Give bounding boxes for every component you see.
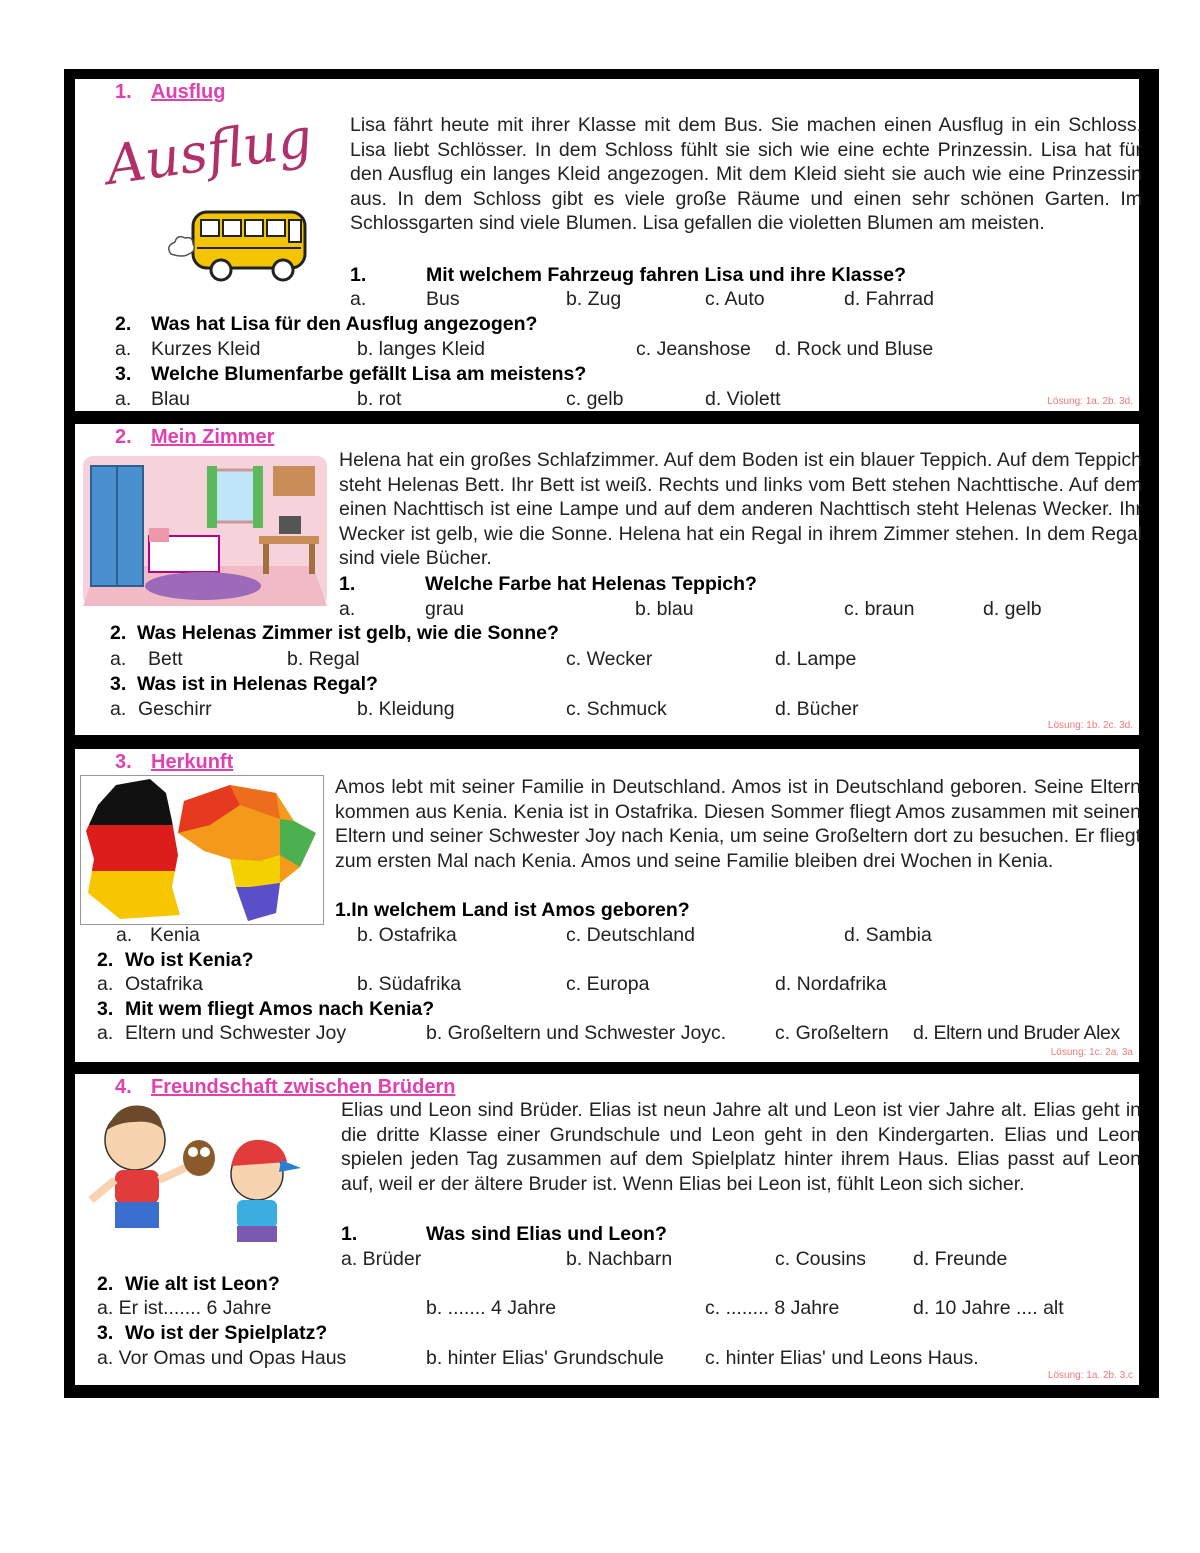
question-1-text: Welche Farbe hat Helenas Teppich? — [425, 573, 757, 595]
question-3-text: Welche Blumenfarbe gefällt Lisa am meistens? — [151, 363, 587, 385]
solution-note: Lösung: 1b. 2c. 3d. — [1047, 720, 1133, 731]
exercise-text: Lisa fährt heute mit ihrer Klasse mit dem Bus. Sie machen einen Ausflug in ein Schloss. Lisa liebt Schlösser. In dem Schloss fühlt sie sich wie eine echte Prinzessin. Lisa hat für den Ausflug ein langes Kleid angezogen. Mit dem Kleid sieht sie auch wie eine Prinzessin aus. In dem Schloss gibt es viele große Räume und einen sehr schönen Garten. Im Schlossgarten sind viele Blumen. Lisa gefallen die violetten Blumen am meisten. — [350, 114, 1142, 235]
question-3-text: Wo ist der Spielplatz? — [125, 1322, 328, 1344]
question-2-num: 2. — [115, 313, 132, 335]
exercise-box-mein-zimmer — [75, 424, 1142, 735]
question-3-num: 3. — [115, 363, 132, 385]
question-1-num: 1. — [341, 1223, 358, 1245]
question-1-text: Was sind Elias und Leon? — [426, 1223, 667, 1245]
ausflug-handwriting: Ausflug — [102, 105, 316, 197]
answer-a: Bett — [148, 648, 183, 670]
answer-a: Kenia — [150, 924, 200, 946]
exercise-box-ausflug — [75, 79, 1142, 411]
answer-c: c. Auto — [705, 288, 765, 310]
question-2-num: 2. — [110, 622, 127, 644]
answer-a: a. Er ist....... 6 Jahre — [97, 1297, 272, 1319]
worksheet-frame — [64, 69, 1159, 1398]
answer-b: b. Zug — [566, 288, 622, 310]
answer-b: b. langes Kleid — [357, 338, 485, 360]
answer-c: c. Großeltern — [775, 1022, 889, 1044]
question-1-text: Mit welchem Fahrzeug fahren Lisa und ihre Klasse? — [426, 264, 907, 286]
answer-a: Ostafrika — [125, 973, 204, 995]
answer-a: a. Vor Omas und Opas Haus — [97, 1347, 347, 1369]
answer-d: d. Nordafrika — [775, 973, 887, 995]
answer-b: b. rot — [357, 388, 402, 410]
answer-a: Blau — [151, 388, 191, 410]
brothers-illustration — [85, 1100, 321, 1250]
solution-note: Lösung: 1a. 2b. 3d. — [1047, 396, 1133, 407]
answer-a-label: a. — [97, 1022, 114, 1044]
answer-c: c. Deutschland — [566, 924, 695, 946]
solution-note: Lösung: 1c. 2a. 3a — [1050, 1047, 1133, 1058]
question-3-text: Mit wem fliegt Amos nach Kenia? — [125, 998, 435, 1020]
answer-c: c. Cousins — [775, 1248, 867, 1270]
answer-a: Bus — [426, 288, 460, 310]
exercise-box-freundschaft — [75, 1074, 1139, 1385]
answer-a-label: a. — [116, 924, 133, 946]
answer-d: d. Violett — [705, 388, 781, 410]
question-1-text: 1.In welchem Land ist Amos geboren? — [335, 899, 690, 921]
answer-b: b. Regal — [287, 648, 360, 670]
answer-b: b. Nachbarn — [566, 1248, 673, 1270]
question-3-num: 3. — [110, 673, 127, 695]
question-2-text: Was Helenas Zimmer ist gelb, wie die Sonne? — [137, 622, 559, 644]
germany-africa-map — [80, 775, 324, 925]
answer-d: d. Freunde — [913, 1248, 1008, 1270]
answer-a: Eltern und Schwester Joy — [125, 1022, 347, 1044]
answer-c: c. gelb — [566, 388, 624, 410]
bus-illustration — [102, 105, 316, 284]
answer-b: b. hinter Elias' Grundschule — [426, 1347, 664, 1369]
answer-c: c. Europa — [566, 973, 650, 995]
question-3-num: 3. — [97, 1322, 114, 1344]
answer-b: b. Südafrika — [357, 973, 462, 995]
question-3-num: 3. — [97, 998, 114, 1020]
answer-c: c. ........ 8 Jahre — [705, 1297, 840, 1319]
answer-c: c. braun — [844, 598, 915, 620]
bedroom-illustration — [83, 456, 327, 606]
solution-note: Lösung: 1a. 2b. 3.c — [1047, 1370, 1133, 1381]
answer-c: c. Schmuck — [566, 698, 667, 720]
answer-c: c. Wecker — [566, 648, 653, 670]
answer-b: b. blau — [635, 598, 694, 620]
bus-icon — [105, 134, 315, 284]
question-2-num: 2. — [97, 949, 114, 971]
answer-a-label: a. — [115, 388, 132, 410]
answer-c: c. Jeanshose — [636, 338, 751, 360]
answer-b: b. Kleidung — [357, 698, 455, 720]
answer-b: b. Ostafrika — [357, 924, 457, 946]
answer-a-label: a. — [339, 598, 356, 620]
answer-d: d. Rock und Bluse — [775, 338, 934, 360]
answer-d: d. Fahrrad — [844, 288, 934, 310]
answer-a-label: a. — [350, 288, 367, 310]
answer-d: d. 10 Jahre .... alt — [913, 1297, 1064, 1319]
answer-b: b. Großeltern und Schwester Joyc. — [426, 1022, 727, 1044]
question-2-text: Wie alt ist Leon? — [125, 1273, 280, 1295]
answer-a-label: a. — [110, 698, 127, 720]
answer-a-label: a. — [115, 338, 132, 360]
answer-a-label: a. — [110, 648, 127, 670]
answer-a: a. Brüder — [341, 1248, 422, 1270]
question-2-text: Wo ist Kenia? — [125, 949, 254, 971]
exercise-title: 4. Freundschaft zwischen Brüdern — [115, 1076, 456, 1098]
question-1-num: 1. — [339, 573, 356, 595]
answer-d: d. Eltern und Bruder Alex — [913, 1022, 1120, 1044]
question-1-num: 1. — [350, 264, 367, 286]
exercise-text: Helena hat ein großes Schlafzimmer. Auf dem Boden ist ein blauer Teppich. Auf dem Teppich steht Helenas Bett. Ihr Bett ist weiß. Rechts und links vom Bett stehen Nachttische. Auf dem einen Nachttisch ist eine Lampe und auf dem anderen Nachttisch steht Helenas Wecker. Ihr Wecker ist gelb, wie die Sonne. Helena hat ein Regal in ihrem Zimmer stehen. In dem Regal sind viele Bücher. — [339, 449, 1142, 570]
exercise-title: 3. Herkunft — [115, 751, 234, 773]
question-3-text: Was ist in Helenas Regal? — [137, 673, 378, 695]
answer-a: Geschirr — [138, 698, 212, 720]
exercise-text: Amos lebt mit seiner Familie in Deutschland. Amos ist in Deutschland geboren. Seine Eltern kommen aus Kenia. Kenia ist in Ostafrika. Diesen Sommer fliegt Amos zusammen mit seinen Eltern und seiner Schwester Joy nach Kenia, um seine Großeltern dort zu besuchen. Er fliegt zum ersten Mal nach Kenia. Amos und seine Familie bleiben drei Wochen in Kenia. — [335, 776, 1141, 872]
answer-a-label: a. — [97, 973, 114, 995]
exercise-box-herkunft — [75, 749, 1139, 1062]
answer-d: d. Lampe — [775, 648, 857, 670]
answer-c: c. hinter Elias' und Leons Haus. — [705, 1347, 979, 1369]
exercise-text: Elias und Leon sind Brüder. Elias ist neun Jahre alt und Leon ist vier Jahre alt. Elias geht in die dritte Klasse einer Grundschule und Leon geht in den Kindergarten. Elias und Leon spielen jeden Tag zusammen auf dem Spielplatz hinter ihrem Haus. Elias passt auf Leon auf, weil er der ältere Bruder ist. Wenn Elias bei Leon ist, fühlt Leon sich sicher. — [341, 1099, 1141, 1195]
exercise-title: 2. Mein Zimmer — [115, 426, 275, 448]
question-2-num: 2. — [97, 1273, 114, 1295]
question-2-text: Was hat Lisa für den Ausflug angezogen? — [151, 313, 538, 335]
answer-a: grau — [425, 598, 465, 620]
answer-b: b. ....... 4 Jahre — [426, 1297, 557, 1319]
answer-a: Kurzes Kleid — [151, 338, 261, 360]
answer-d: d. Bücher — [775, 698, 859, 720]
exercise-title: 1. Ausflug — [115, 81, 226, 103]
answer-d: d. gelb — [983, 598, 1042, 620]
answer-d: d. Sambia — [844, 924, 932, 946]
